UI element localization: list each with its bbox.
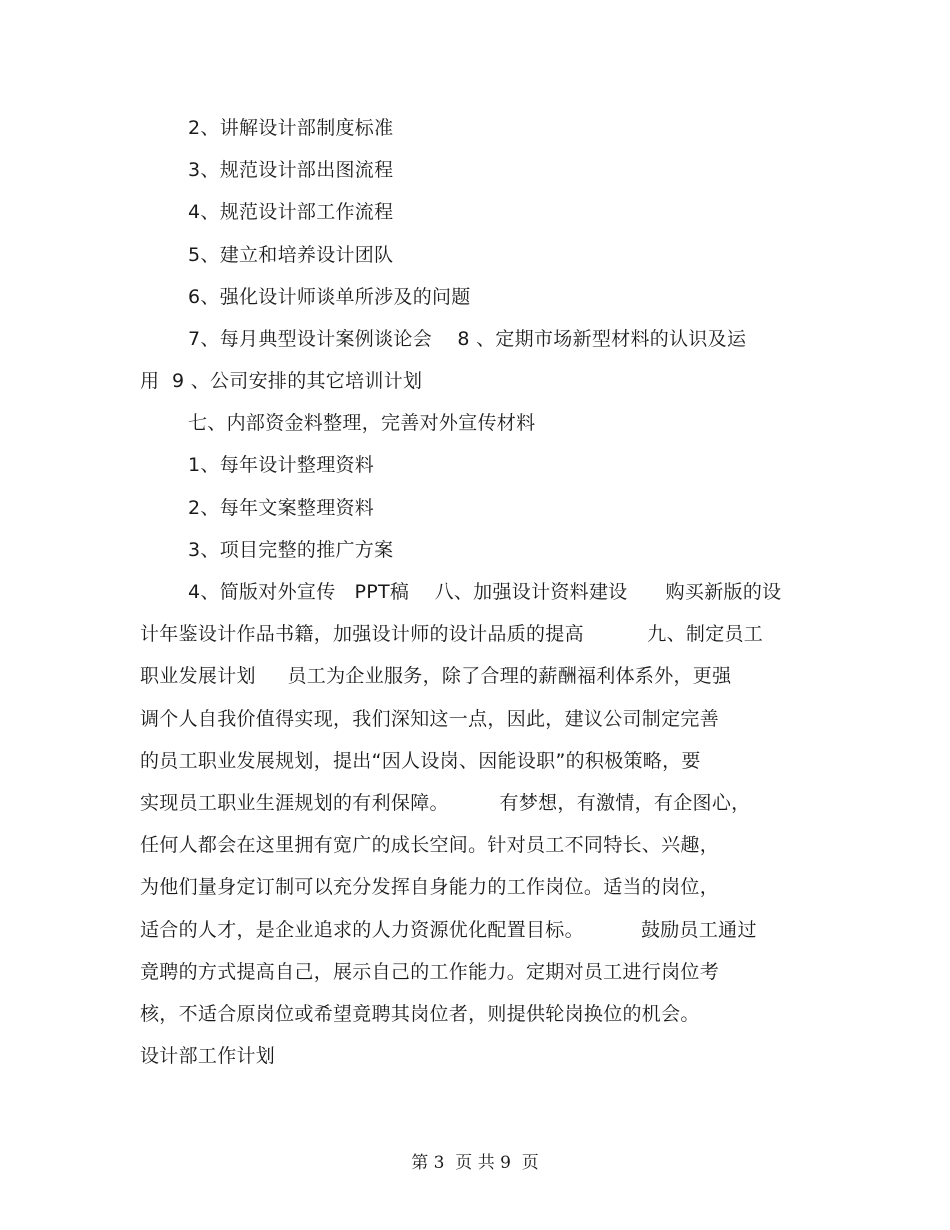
text-line: 4、规范设计部工作流程: [188, 201, 394, 223]
text-line: 2、讲解设计部制度标准: [188, 117, 394, 139]
text-line: 1、每年设计整理资料: [188, 454, 375, 476]
text-line: 核，不适合原岗位或希望竟聘其岗位者，则提供轮岗换位的机会。: [140, 1003, 700, 1025]
text-line: 计年鉴设计作品书籍，加强设计师的设计品质的提高 九、制定员工: [140, 623, 764, 645]
text-line: 5、建立和培养设计团队: [188, 244, 394, 266]
text-line: 7、每月典型设计案例谈论会 8 、定期市场新型材料的认识及运: [188, 328, 747, 350]
text-line: 职业发展计划 员工为企业服务，除了合理的薪酬福利体系外，更强: [140, 665, 732, 687]
text-line: 竟聘的方式提高自己，展示自己的工作能力。定期对员工进行岗位考: [140, 961, 720, 983]
text-line: 实现员工职业生涯规划的有利保障。 有梦想，有激情，有企图心，: [140, 792, 751, 814]
text-line: 为他们量身定订制可以充分发挥自身能力的工作岗位。适当的岗位，: [140, 876, 720, 898]
text-line: 2、每年文案整理资料: [188, 497, 375, 519]
page-number-footer: 第 3 页 共 9 页: [411, 1153, 539, 1173]
text-line: 3、规范设计部出图流程: [188, 159, 394, 181]
text-line: 适合的人才，是企业追求的人力资源优化配置目标。 鼓励员工通过: [140, 919, 757, 941]
text-line: 6、强化设计师谈单所涉及的问题: [188, 286, 471, 308]
section-heading: 七、内部资金料整理，完善对外宣传材料: [188, 412, 536, 434]
text-line: 的员工职业发展规划，提出“因人设岗、因能设职”的积极策略，要: [140, 750, 701, 772]
text-line: 任何人都会在这里拥有宽广的成长空间。针对员工不同特长、兴趣，: [140, 834, 720, 856]
text-line: 4、简版对外宣传 PPT稿 八、加强设计资料建设 购买新版的设: [188, 581, 782, 603]
text-line: 调个人自我价值得实现，我们深知这一点，因此，建议公司制定完善: [140, 708, 720, 730]
text-line: 3、项目完整的推广方案: [188, 539, 394, 561]
text-line: 用 9 、公司安排的其它培训计划: [140, 370, 423, 392]
document-title: 设计部工作计划: [140, 1045, 276, 1067]
